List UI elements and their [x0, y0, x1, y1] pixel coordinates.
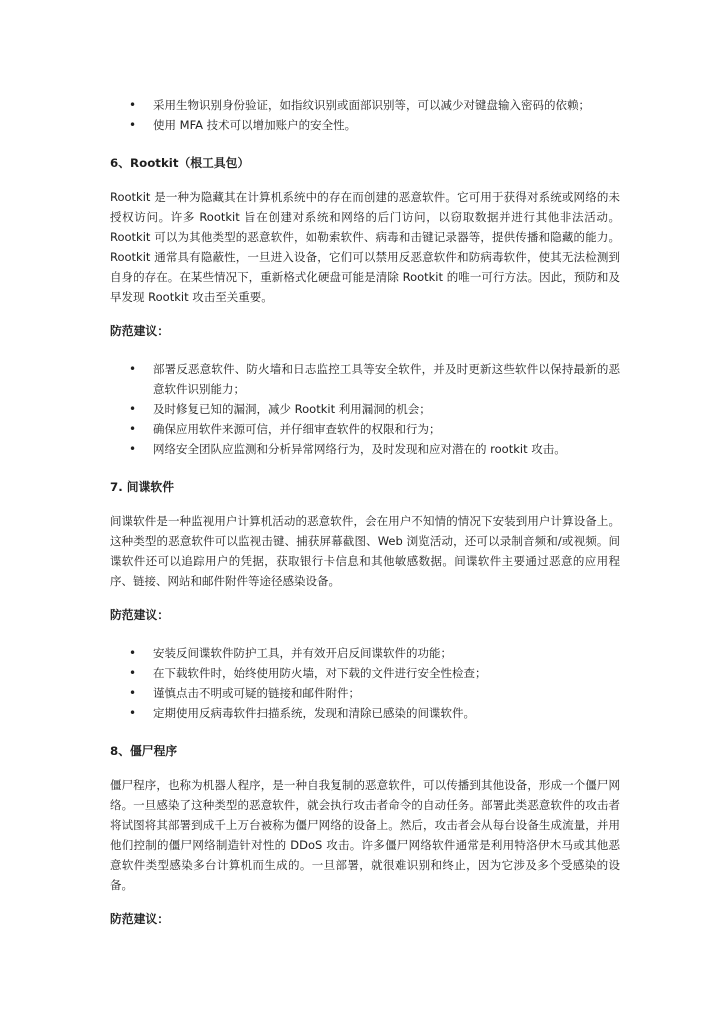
bullet-icon: • — [129, 666, 137, 680]
section-7-body: 间谍软件是一种监视用户计算机活动的恶意软件，会在用户不知情的情况下安装到用户计算设备上。这种类型的恶意软件可以监视击键、捕获屏幕截图、Web 浏览活动，还可以录制音频和/或视频。间谍软件还可以追踪用户的凭据，获取银行卡信息和其他敏感数据。间谍软件主要通过恶意的应用程序、链接、网站和邮件附件等途径感染设备。 — [110, 514, 620, 588]
section-8-heading: 8、僵尸程序 — [110, 744, 178, 758]
bullet-icon: • — [129, 706, 137, 720]
bullet-icon: • — [129, 422, 137, 436]
list-item: • 部署反恶意软件、防火墙和日志监控工具等安全软件，并及时更新这些软件以保持最新的恶意软件识别能力； — [110, 359, 620, 399]
bullet-icon: • — [129, 118, 137, 132]
section-7-advice-label: 防范建议： — [110, 608, 169, 622]
top-bullet-list — [110, 95, 620, 135]
list-item: • 使用 MFA 技术可以增加账户的安全性。 — [110, 115, 620, 135]
section-8-body: 僵尸程序，也称为机器人程序，是一种自我复制的恶意软件，可以传播到其他设备，形成一个僵尸网络。一旦感染了这种类型的恶意软件，就会执行攻击者命令的自动任务。部署此类恶意软件的攻击者将试图将其部署到成千上万台被称为僵尸网络的设备上。然后，攻击者会从每台设备生成流量，并用他们控制的僵尸网络制造针对性的 DDoS 攻击。许多僵尸网络软件通常是利用特洛伊木马或其他恶意软件类型感染多台计算机而生成的。一旦部署，就很难识别和终止，因为它涉及多个受感染的设备。 — [110, 778, 620, 892]
list-item: • 及时修复已知的漏洞，减少 Rootkit 利用漏洞的机会； — [110, 399, 620, 419]
list-item: • 在下载软件时，始终使用防火墙，对下载的文件进行安全性检查； — [110, 663, 620, 683]
bullet-icon: • — [129, 442, 137, 456]
bullet-icon: • — [129, 646, 137, 660]
list-item: • 网络安全团队应监测和分析异常网络行为，及时发现和应对潜在的 rootkit 攻击。 — [110, 439, 620, 459]
section-6-advice-label: 防范建议： — [110, 324, 169, 338]
section-6-heading: 6、Rootkit（根工具包） — [110, 156, 250, 170]
list-item: • 采用生物识别身份验证，如指纹识别或面部识别等，可以减少对键盘输入密码的依赖； — [110, 95, 620, 115]
section-7-heading: 7. 间谍软件 — [110, 480, 174, 494]
list-item: • 确保应用软件来源可信，并仔细审查软件的权限和行为； — [110, 419, 620, 439]
bullet-icon: • — [129, 98, 137, 112]
bullet-icon: • — [129, 362, 137, 376]
bullet-icon: • — [129, 686, 137, 700]
bullet-icon: • — [129, 402, 137, 416]
section-8-advice-label: 防范建议： — [110, 912, 169, 926]
list-item: • 安装反间谍软件防护工具，并有效开启反间谍软件的功能； — [110, 643, 620, 663]
section-7-advice-list — [110, 643, 620, 723]
list-item: • 谨慎点击不明或可疑的链接和邮件附件； — [110, 683, 620, 703]
section-6-advice-list — [110, 359, 620, 459]
section-6-body: Rootkit 是一种为隐藏其在计算机系统中的存在而创建的恶意软件。它可用于获得对系统或网络的未授权访问。许多 Rootkit 旨在创建对系统和网络的后门访问，以窃取数据并进行其他非法活动。Rootkit 可以为其他类型的恶意软件，如勒索软件、病毒和击键记录器等，提供传播和隐藏的能力。Rootkit 通常具有隐蔽性，一旦进入设备，它们可以禁用反恶意软件和防病毒软件，使其无法检测到自身的存在。在某些情况下，重新格式化硬盘可能是清除 Rootkit 的唯一可行方法。因此，预防和及早发现 Rootkit 攻击至关重要。 — [110, 190, 620, 304]
document-page — [110, 95, 620, 929]
list-item: • 定期使用反病毒软件扫描系统，发现和清除已感染的间谍软件。 — [110, 703, 620, 723]
